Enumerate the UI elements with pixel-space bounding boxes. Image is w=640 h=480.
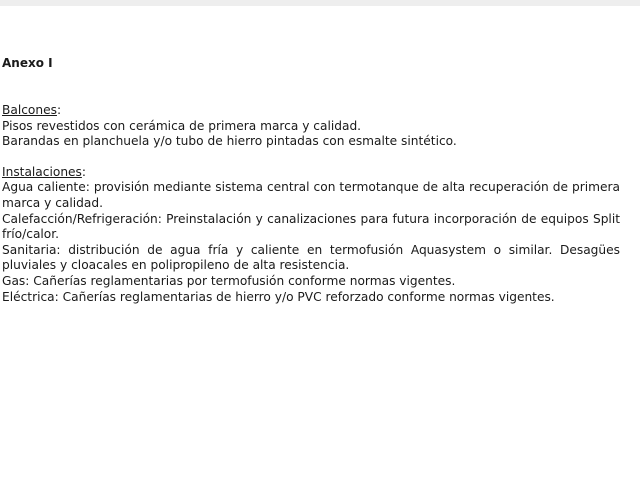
balcones-line-2: Barandas en planchuela y/o tubo de hierro pintadas con esmalte sintético.: [2, 134, 457, 149]
instalacion-calefaccion: Calefacción/Refrigeración: Preinstalación y canalizaciones para futura incorporación de equipos Split frío/calor.: [2, 211, 620, 242]
instalacion-sanitaria: Sanitaria: distribución de agua fría y caliente en termofusión Aquasystem o similar. Desagües pluviales y cloacales en polipropileno de alta resistencia.: [2, 242, 620, 273]
instalaciones-title: Instalaciones: [2, 164, 82, 179]
balcones-line-1: Pisos revestidos con cerámica de primera marca y calidad.: [2, 118, 362, 133]
spacer: [2, 150, 620, 165]
balcones-title: Balcones: [2, 103, 57, 117]
instalacion-gas: Gas: Cañerías reglamentarias por termofusión conforme normas vigentes.: [2, 273, 456, 288]
balcones-colon: :: [56, 103, 62, 117]
top-strip: [0, 0, 640, 6]
section-heading-instalaciones: [2, 165, 620, 181]
instalaciones-colon: :: [81, 164, 86, 179]
annex-heading: Anexo I: [2, 56, 53, 70]
section-heading-balcones: [2, 103, 620, 119]
document-body: [2, 56, 620, 305]
spacer: [2, 71, 620, 103]
instalacion-electrica: Eléctrica: Cañerías reglamentarias de hierro y/o PVC reforzado conforme normas vigentes.: [2, 289, 555, 304]
instalacion-agua-caliente: Agua caliente: provisión mediante sistema central con termotanque de alta recuperación de primera marca y calidad.: [2, 180, 620, 210]
